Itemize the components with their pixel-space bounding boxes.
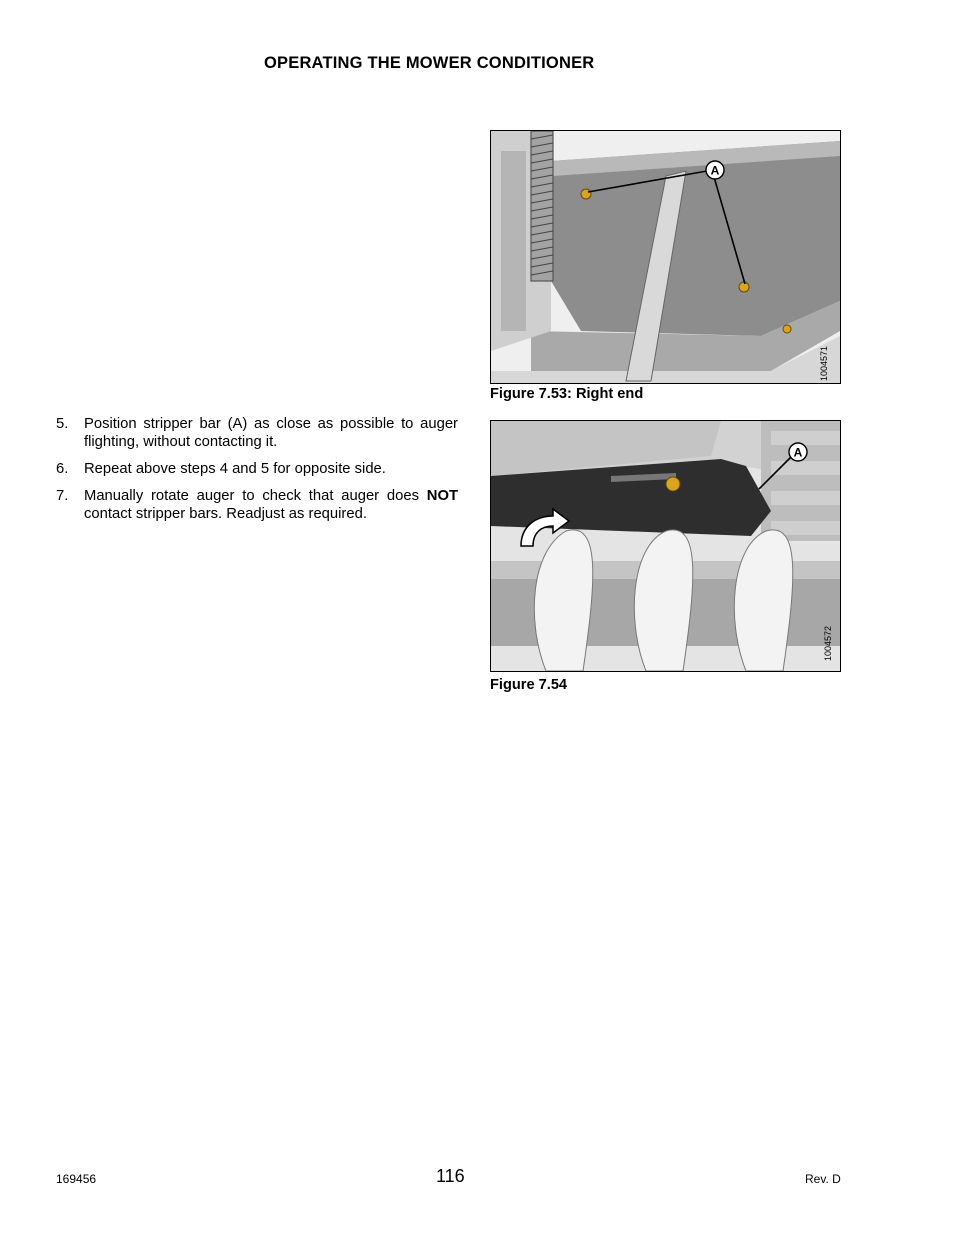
figure-stripper-bar [490,420,841,672]
instruction-steps [56,415,458,532]
figure-right-end [490,130,841,384]
section-header: OPERATING THE MOWER CONDITIONER [264,54,595,72]
document-number: 169456 [56,1172,97,1186]
step-text-part: contact stripper bars. Readjust as required. [84,506,367,522]
figure-image-id: 1004572 [823,625,833,661]
step-item [56,460,458,478]
step-number: 5. [56,416,69,432]
step-number: 6. [56,461,69,477]
revision-label: Rev. D [805,1172,841,1186]
step-item [56,487,458,523]
step-emphasis: NOT [426,488,458,504]
page-number: 116 [436,1166,465,1186]
figure-image-id: 1004571 [819,345,829,381]
figure-stripper-bar-illustration [491,421,840,671]
step-text-part: Manually rotate auger to check that auger does [84,488,427,504]
step-item [56,415,458,451]
figure-caption: Figure 7.54 [490,677,568,693]
callout-label: A [710,163,720,178]
step-text: Repeat above steps 4 and 5 for opposite side. [84,461,386,477]
callout-label: A [793,445,803,460]
figure-right-end-illustration [491,131,840,383]
step-text: Position stripper bar (A) as close as possible to auger flighting, without contacting it. [84,416,458,450]
step-number: 7. [56,488,69,504]
figure-caption: Figure 7.53: Right end [490,386,644,402]
step-text [84,487,458,523]
